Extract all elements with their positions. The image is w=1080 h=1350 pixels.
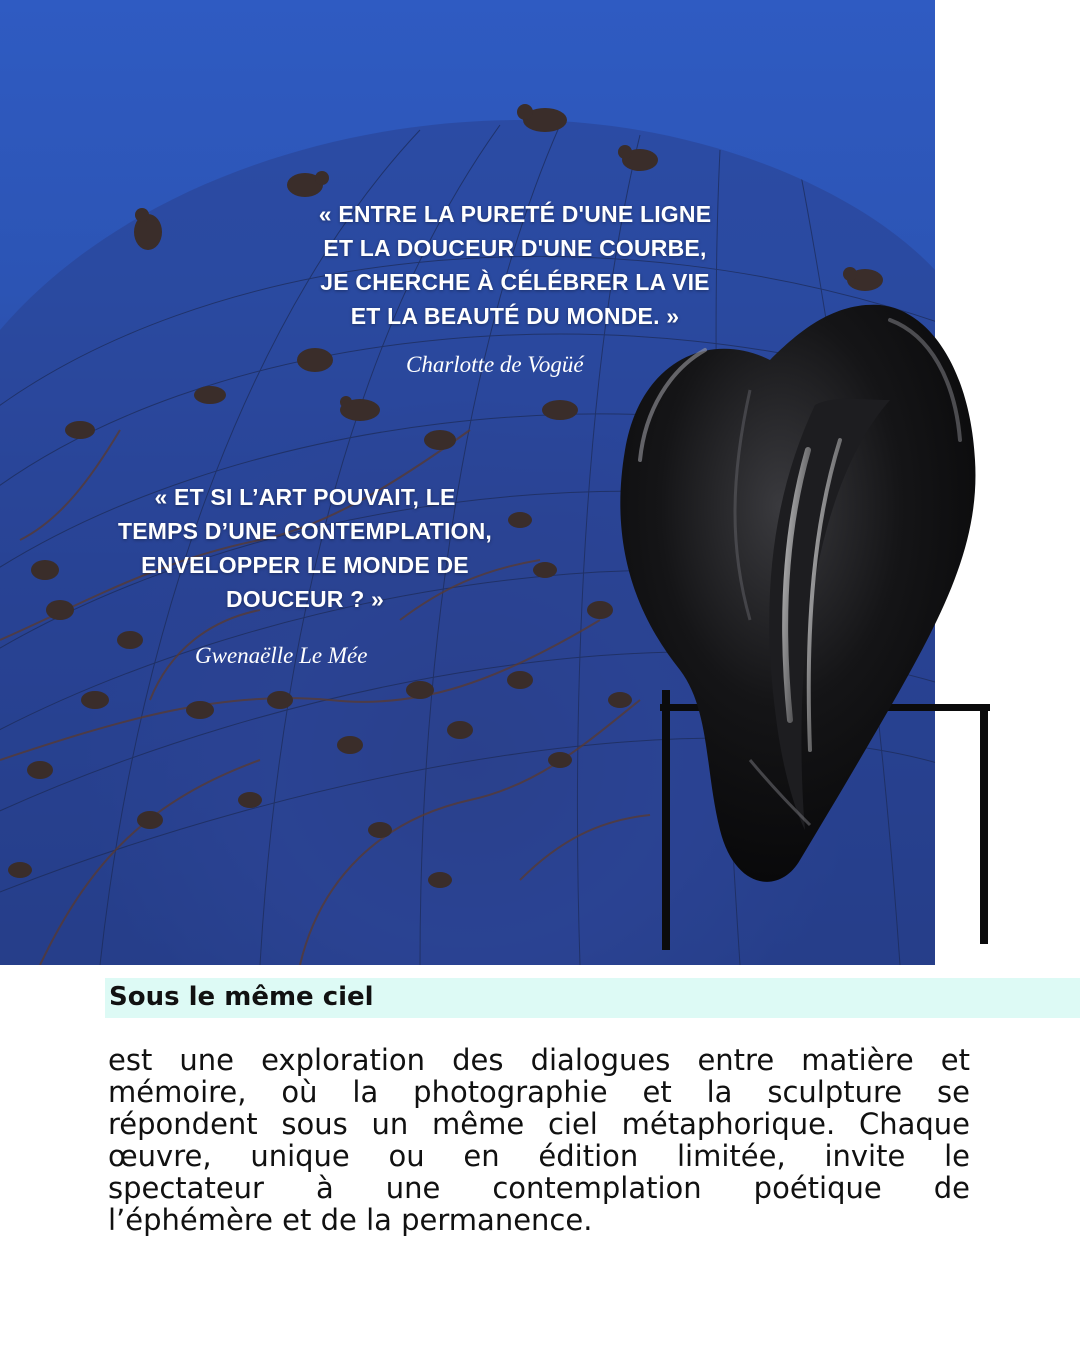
- quote-line: ET LA BEAUTÉ DU MONDE. »: [350, 303, 680, 329]
- description-line: spectateur à une contemplation poétique de: [108, 1171, 970, 1205]
- description-line: mémoire, où la photographie et la sculpture se: [108, 1075, 970, 1109]
- section-title: Sous le même ciel: [109, 982, 374, 1012]
- quote-line: « ENTRE LA PURETÉ D'UNE LIGNE: [318, 201, 712, 227]
- description-line: répondent sous un même ciel métaphorique. Chaque: [108, 1107, 970, 1141]
- quote-line: « ET SI L’ART POUVAIT, LE: [154, 484, 456, 510]
- heart-sculpture: [600, 290, 1000, 950]
- quote-line: TEMPS D’UNE CONTEMPLATION,: [117, 518, 493, 544]
- quote-line: ENVELOPPER LE MONDE DE: [141, 552, 469, 578]
- section-title-bar: [105, 978, 1080, 1018]
- quote-line: ET LA DOUCEUR D'UNE COURBE,: [323, 235, 707, 261]
- section-description: [108, 1044, 970, 1236]
- quote-line: DOUCEUR ? »: [225, 586, 385, 612]
- quote-gwenaelle: [60, 480, 550, 616]
- description-line: l’éphémère et de la permanence.: [108, 1203, 593, 1237]
- quote-author-charlotte: Charlotte de Vogüé: [406, 352, 584, 377]
- description-line: est une exploration des dialogues entre matière et: [108, 1043, 970, 1077]
- description-line: œuvre, unique ou en édition limitée, invite le: [108, 1139, 970, 1173]
- quote-author-gwenaelle: Gwenaëlle Le Mée: [195, 643, 368, 668]
- quote-line: JE CHERCHE À CÉLÉBRER LA VIE: [320, 269, 710, 295]
